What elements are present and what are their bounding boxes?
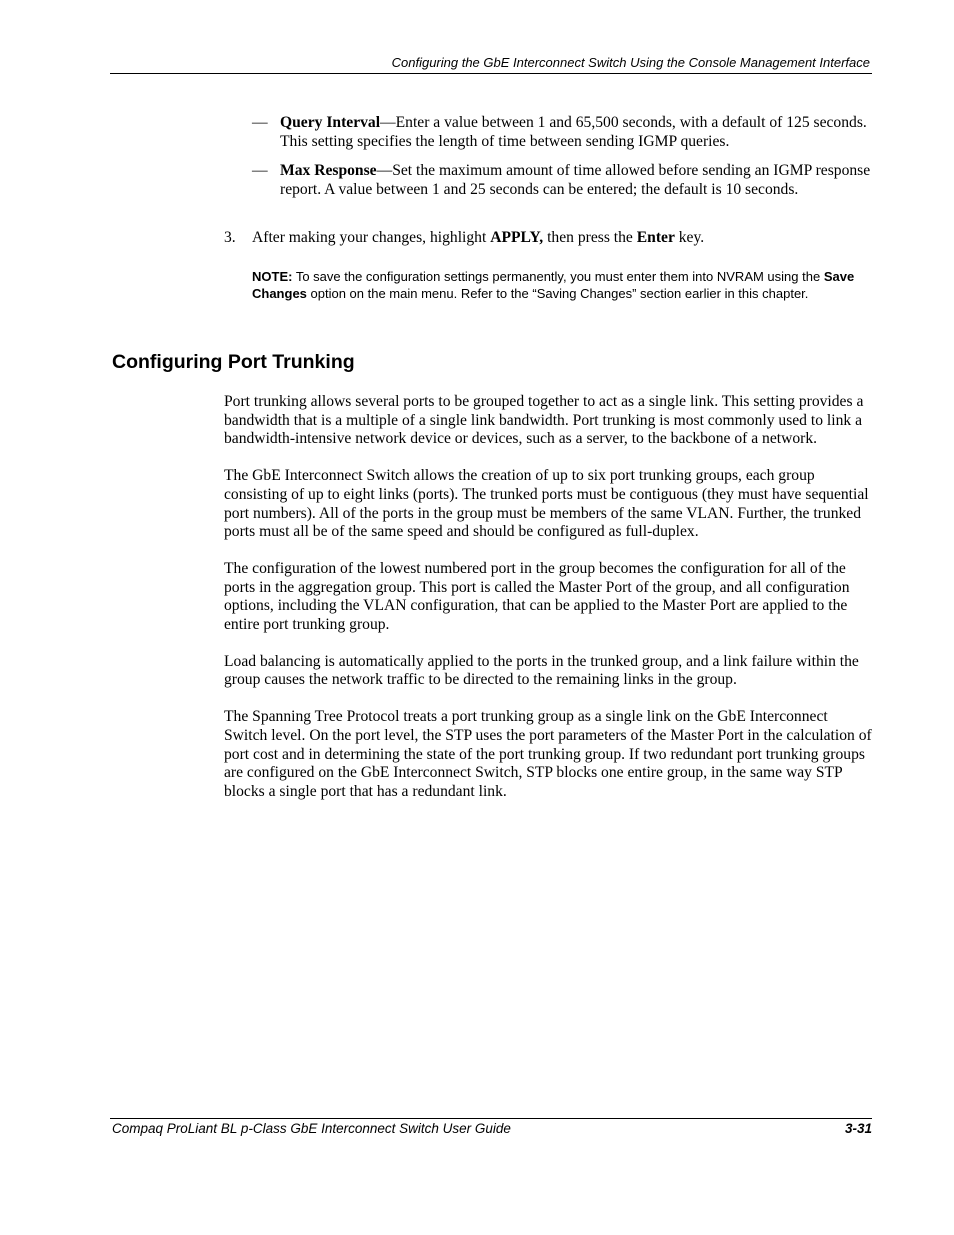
em-dash-marker: — bbox=[252, 162, 268, 179]
note-label: NOTE: bbox=[252, 269, 293, 284]
note-text: To save the configuration settings permanently, you must enter them into NVRAM using the bbox=[292, 269, 824, 284]
option-term: Query Interval bbox=[280, 114, 381, 131]
guide-title: Compaq ProLiant BL p-Class GbE Interconnect Switch User Guide bbox=[112, 1121, 511, 1136]
enter-keyword: Enter bbox=[636, 229, 675, 246]
paragraph: Port trunking allows several ports to be grouped together to act as a single link. This setting provides a bandwidth that is a multiple of a single link bandwidth. Port trunking is most commonly used to link a bandwidth-intensive network device or devices, such as a server, to the backbone of a network. bbox=[224, 393, 864, 448]
option-list bbox=[252, 113, 874, 209]
section-body bbox=[224, 393, 874, 820]
save-changes-keyword: Save Changes bbox=[252, 269, 855, 301]
option-term: Max Response bbox=[280, 162, 377, 179]
step-text-part: then press the bbox=[543, 229, 637, 246]
option-max-response bbox=[252, 161, 874, 199]
step-text bbox=[252, 228, 704, 247]
option-description bbox=[280, 161, 874, 199]
footer-rule bbox=[110, 1118, 872, 1119]
paragraph: The configuration of the lowest numbered port in the group becomes the configuration for all of the ports in the aggregation group. This port is called the Master Port of the group, and all configuration options, including the VLAN configuration, that can be applied to the Master Port are applied to the entire port trunking group. bbox=[224, 559, 850, 634]
step-3 bbox=[224, 228, 874, 247]
note-box bbox=[252, 268, 872, 302]
paragraph: Load balancing is automatically applied to the ports in the trunked group, and a link failure within the group causes the network traffic to be directed to the remaining links in the group. bbox=[224, 652, 859, 689]
apply-keyword: APPLY, bbox=[490, 229, 544, 246]
section-heading: Configuring Port Trunking bbox=[112, 351, 355, 373]
page-number: 3-31 bbox=[844, 1121, 872, 1136]
step-text-part: After making your changes, highlight bbox=[252, 229, 491, 246]
note-text: option on the main menu. Refer to the “Saving Changes” section earlier in this chapter. bbox=[306, 286, 809, 301]
step-number: 3. bbox=[224, 229, 236, 246]
paragraph: The Spanning Tree Protocol treats a port trunking group as a single link on the GbE Interconnect Switch level. On the port level, the STP uses the port parameters of the Master Port in the calculation of port cost and in determining the state of the port trunking group. If two redundant port trunking groups are configured on the GbE Interconnect Switch, STP blocks one entire group, in the same way STP blocks a single port that has a redundant link. bbox=[224, 708, 872, 800]
step-text-part: key. bbox=[674, 229, 705, 246]
running-header: Configuring the GbE Interconnect Switch Using the Console Management Interface bbox=[391, 55, 870, 70]
option-description bbox=[280, 113, 874, 151]
footer bbox=[112, 1120, 872, 1137]
em-dash-marker: — bbox=[252, 114, 268, 131]
header-rule bbox=[110, 73, 872, 74]
option-text: —Set the maximum amount of time allowed before sending an IGMP response report. A value between 1 and 25 seconds can be entered; the default is 10 seconds. bbox=[280, 162, 871, 198]
paragraph: The GbE Interconnect Switch allows the creation of up to six port trunking groups, each group consisting of up to eight links (ports). The trunked ports must be contiguous (they must have sequential port numbers). All of the ports in the group must be members of the same VLAN. Further, the trunked ports must all be of the same speed and should be configured as full-duplex. bbox=[224, 467, 869, 541]
option-query-interval bbox=[252, 113, 874, 151]
option-text: —Enter a value between 1 and 65,500 seconds, with a default of 125 seconds. This setting specifies the length of time between sending IGMP queries. bbox=[280, 114, 867, 150]
